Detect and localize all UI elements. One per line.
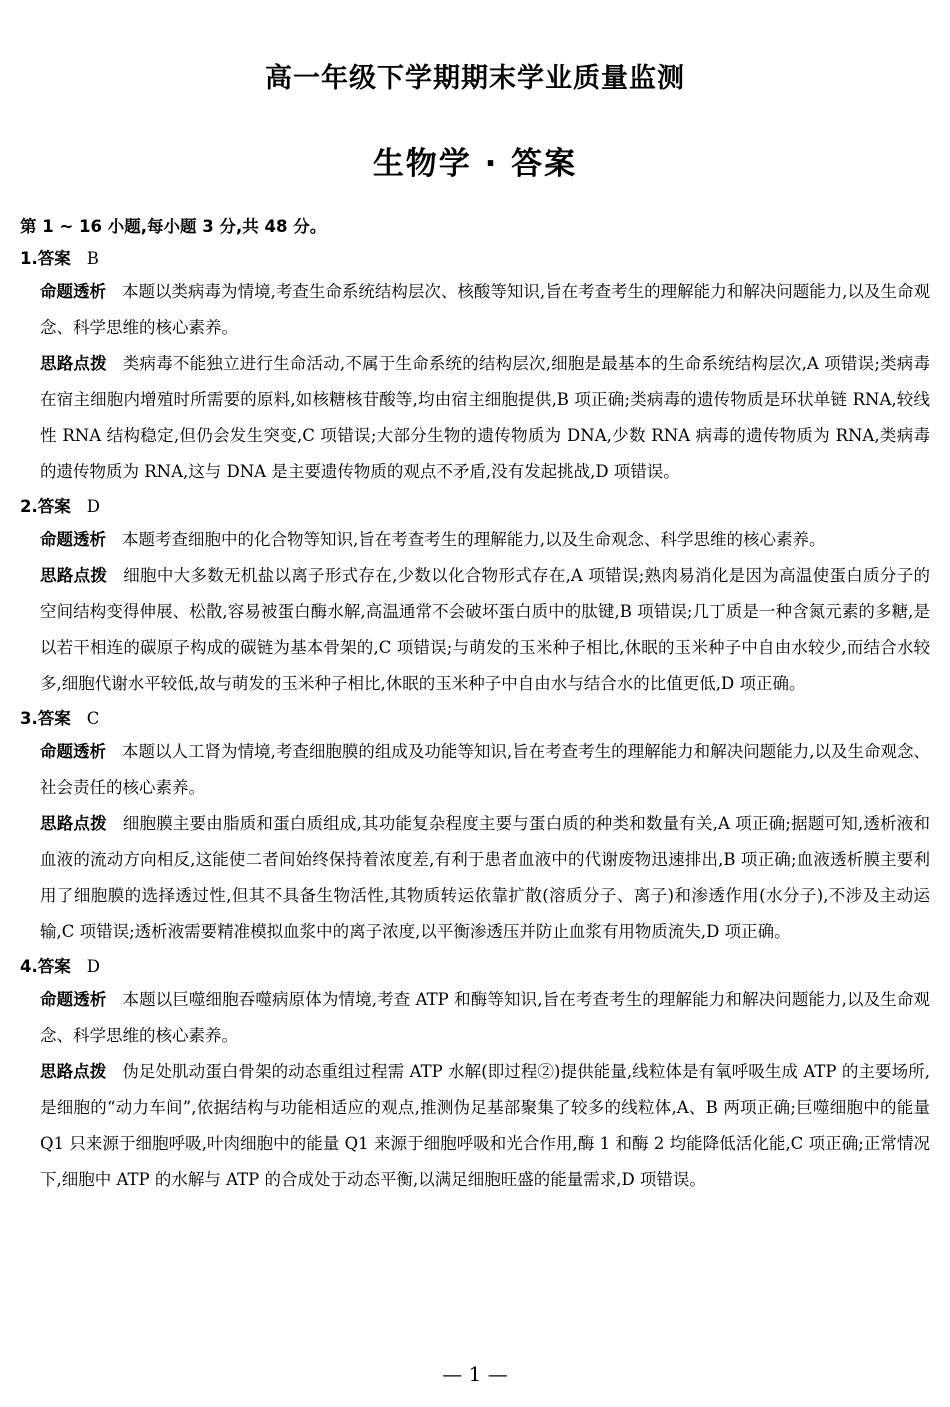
solution-text: 类病毒不能独立进行生命活动,不属于生命系统的结构层次,细胞是最基本的生命系统结构层次,A 项错误;类病毒在宿主细胞内增殖时所需要的原料,如核糖核苷酸等,均由宿主细胞提供,B 项正确;类病毒的遗传物质是环状单链 RNA,较线性 RNA 结构稳定,但仍会发生突变,C 项错误;大部分生物的遗传物质为 DNA,少数 RNA 病毒的遗传物质为 RNA,类病毒的遗传物质为 RNA,这与 DNA 是主要遗传物质的观点不矛盾,没有发起挑战,D 项错误。	[40, 354, 930, 481]
question-answer-line	[20, 952, 930, 982]
solution-label: 思路点拨	[40, 814, 107, 833]
question-number: 3.	[20, 709, 38, 728]
solution-label: 思路点拨	[40, 566, 108, 585]
answer-body	[20, 212, 930, 1198]
answer-label: 答案	[37, 497, 71, 516]
document-title: 高一年级下学期期末学业质量监测	[265, 63, 685, 94]
question-answer-line	[20, 244, 930, 274]
answer-value: B	[86, 249, 99, 268]
analysis-text: 本题以巨噬细胞吞噬病原体为情境,考查 ATP 和酶等知识,旨在考查考生的理解能力和解决问题能力,以及生命观念、科学思维的核心素养。	[40, 990, 930, 1045]
solution-label: 思路点拨	[40, 354, 107, 373]
document-subtitle: 生物学 · 答案	[372, 146, 578, 182]
analysis-paragraph	[40, 734, 930, 806]
analysis-paragraph	[40, 274, 930, 346]
solution-text: 伪足处肌动蛋白骨架的动态重组过程需 ATP 水解(即过程②)提供能量,线粒体是有氧呼吸生成 ATP 的主要场所,是细胞的“动力车间”,依据结构与功能相适应的观点,推测伪足基部聚集了较多的线粒体,A、B 两项正确;巨噬细胞中的能量 Q1 只来源于细胞呼吸,叶肉细胞中的能量 Q1 来源于细胞呼吸和光合作用,酶 1 和酶 2 均能降低活化能,C 项正确;正常情况下,细胞中 ATP 的水解与 ATP 的合成处于动态平衡,以满足细胞旺盛的能量需求,D 项错误。	[40, 1062, 931, 1189]
question-answer-line	[20, 704, 930, 734]
solution-text: 细胞膜主要由脂质和蛋白质组成,其功能复杂程度主要与蛋白质的种类和数量有关,A 项正确;据题可知,透析液和血液的流动方向相反,这能使二者间始终保持着浓度差,有利于患者血液中的代谢废物迅速排出,B 项正确;血液透析膜主要利用了细胞膜的选择透过性,但其不具备生物活性,其物质转运依靠扩散(溶质分子、离子)和渗透作用(水分子),不涉及主动运输,C 项错误;透析液需要精准模拟血浆中的离子浓度,以平衡渗透压并防止血浆有用物质流失,D 项正确。	[40, 814, 930, 941]
question-answer-line	[20, 492, 930, 522]
analysis-label: 命题透析	[40, 282, 107, 301]
answer-value: C	[86, 709, 100, 728]
analysis-label: 命题透析	[40, 742, 107, 761]
analysis-text: 本题考查细胞中的化合物等知识,旨在考查考生的理解能力,以及生命观念、科学思维的核心素养。	[122, 530, 826, 549]
solution-label: 思路点拨	[40, 1062, 107, 1081]
analysis-label: 命题透析	[40, 990, 107, 1009]
answer-value: D	[86, 957, 100, 976]
solution-paragraph	[40, 1054, 930, 1198]
question-block	[20, 244, 930, 490]
answer-label: 答案	[37, 709, 71, 728]
analysis-paragraph	[40, 522, 930, 558]
analysis-text: 本题以人工肾为情境,考查细胞膜的组成及功能等知识,旨在考查考生的理解能力和解决问题能力,以及生命观念、社会责任的核心素养。	[40, 742, 930, 797]
question-number: 2.	[20, 497, 38, 516]
analysis-text: 本题以类病毒为情境,考查生命系统结构层次、核酸等知识,旨在考查考生的理解能力和解决问题能力,以及生命观念、科学思维的核心素养。	[40, 282, 930, 337]
analysis-label: 命题透析	[40, 530, 106, 549]
solution-paragraph	[40, 558, 930, 702]
question-block	[20, 492, 930, 702]
solution-paragraph	[40, 346, 930, 490]
answer-value: D	[86, 497, 100, 516]
analysis-paragraph	[40, 982, 930, 1054]
question-number: 1.	[20, 249, 38, 268]
answer-label: 答案	[37, 957, 71, 976]
page-number: — 1 —	[442, 1362, 508, 1386]
section-header: 第 1 ~ 16 小题,每小题 3 分,共 48 分。	[20, 217, 327, 236]
question-number: 4.	[20, 957, 38, 976]
question-block	[20, 952, 930, 1198]
answer-label: 答案	[37, 249, 71, 268]
solution-text: 细胞中大多数无机盐以离子形式存在,少数以化合物形式存在,A 项错误;熟肉易消化是因为高温使蛋白质分子的空间结构变得伸展、松散,容易被蛋白酶水解,高温通常不会破坏蛋白质中的肽键,B 项错误;几丁质是一种含氮元素的多糖,是以若干相连的碳原子构成的碳链为基本骨架的,C 项错误;与萌发的玉米种子相比,休眠的玉米种子中自由水较少,而结合水较多,细胞代谢水平较低,故与萌发的玉米种子相比,休眠的玉米种子中自由水与结合水的比值更低,D 项正确。	[40, 566, 930, 693]
solution-paragraph	[40, 806, 930, 950]
question-block	[20, 704, 930, 950]
